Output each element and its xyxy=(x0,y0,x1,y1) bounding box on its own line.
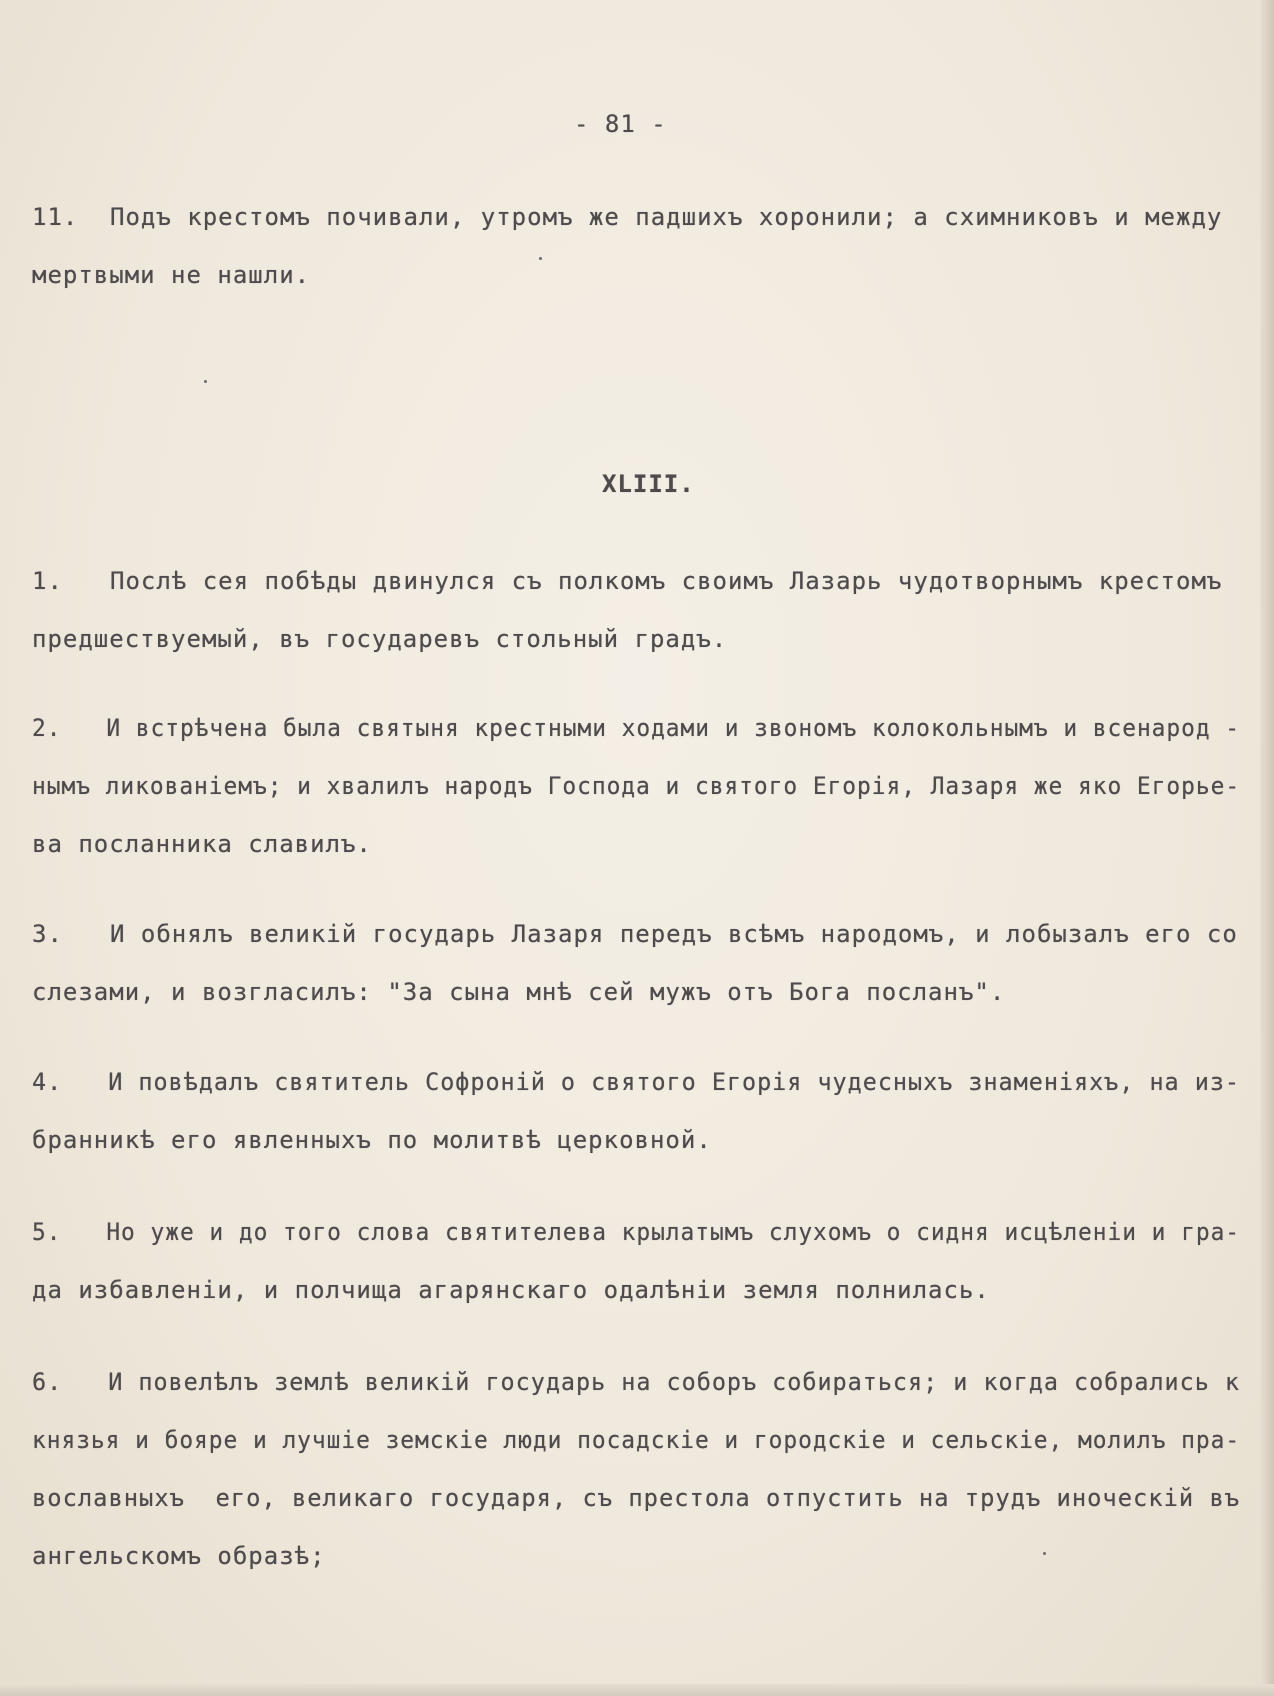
paragraph-text: И обнялъ великій государь Лазаря передъ всѣмъ народомъ, и лобызалъ его со xyxy=(110,920,1238,948)
paragraph-number: 6. xyxy=(32,1368,63,1396)
page-edge-bottom xyxy=(0,1684,1274,1696)
paragraph-11-line-2: мертвыми не нашли. xyxy=(32,261,311,289)
paragraph-text: И повѣдалъ святитель Софроній о святого Егорія чудесныхъ знаменіяхъ, на из- xyxy=(108,1068,1241,1096)
paragraph-3-line-2: слезами, и возгласилъ: "За сына мнѣ сей мужъ отъ Бога посланъ". xyxy=(32,978,1006,1006)
paragraph-3-line-1 xyxy=(32,920,1238,948)
paragraph-text: Но уже и до того слова святителева крылатымъ слухомъ о сидня исцѣленіи и гра- xyxy=(106,1218,1241,1246)
paragraph-2-line-3: ва посланника славилъ. xyxy=(32,830,372,858)
paragraph-number: 4. xyxy=(32,1068,63,1096)
paragraph-6-line-2: князья и бояре и лучшіе земскіе люди посадскіе и городскіе и сельскіе, молилъ пра- xyxy=(32,1426,1241,1454)
paragraph-text: И встрѣчена была святыня крестными ходами и звономъ колокольнымъ и всенарод - xyxy=(106,714,1241,742)
paragraph-number: 3. xyxy=(32,920,63,948)
paper-speck xyxy=(539,257,542,260)
page-number: - 81 - xyxy=(574,110,667,138)
paragraph-text: Подъ крестомъ почивали, утромъ же падшихъ хоронили; а схимниковъ и между xyxy=(110,203,1223,231)
paragraph-5-line-2: да избавленіи, и полчища агарянскаго одалѣніи земля полнилась. xyxy=(32,1276,990,1304)
paragraph-4-line-2: бранникѣ его явленныхъ по молитвѣ церковной. xyxy=(32,1126,712,1154)
paragraph-1-line-1 xyxy=(32,567,1222,595)
paragraph-4-line-1 xyxy=(32,1068,1240,1096)
section-heading: XLIII. xyxy=(602,470,695,498)
paragraph-number: 11. xyxy=(32,203,79,231)
page-edge-right xyxy=(1260,0,1274,1696)
paragraph-text: Послѣ сея побѣды двинулся съ полкомъ своимъ Лазарь чудотворнымъ крестомъ xyxy=(110,567,1223,595)
paragraph-number: 2. xyxy=(32,714,62,742)
paragraph-6-line-4: ангельскомъ образѣ; xyxy=(32,1542,326,1570)
paragraph-11-line-1 xyxy=(32,203,1222,231)
paragraph-2-line-2: нымъ ликованіемъ; и хвалилъ народъ Господа и святого Егорія, Лазаря же яко Егорье- xyxy=(32,772,1241,800)
paper-speck xyxy=(204,380,207,383)
paragraph-text: И повелѣлъ землѣ великій государь на соборъ собираться; и когда собрались к xyxy=(108,1368,1241,1396)
paragraph-number: 5. xyxy=(32,1218,62,1246)
paragraph-6-line-3: вославныхъ его, великаго государя, съ престола отпустить на трудъ иноческій въ xyxy=(32,1484,1241,1512)
paragraph-5-line-1 xyxy=(32,1218,1240,1246)
paragraph-2-line-1 xyxy=(32,714,1240,742)
paper-speck xyxy=(1043,1552,1046,1555)
paragraph-number: 1. xyxy=(32,567,63,595)
paragraph-6-line-1 xyxy=(32,1368,1240,1396)
paragraph-1-line-2: предшествуемый, въ государевъ стольный градъ. xyxy=(32,625,728,653)
